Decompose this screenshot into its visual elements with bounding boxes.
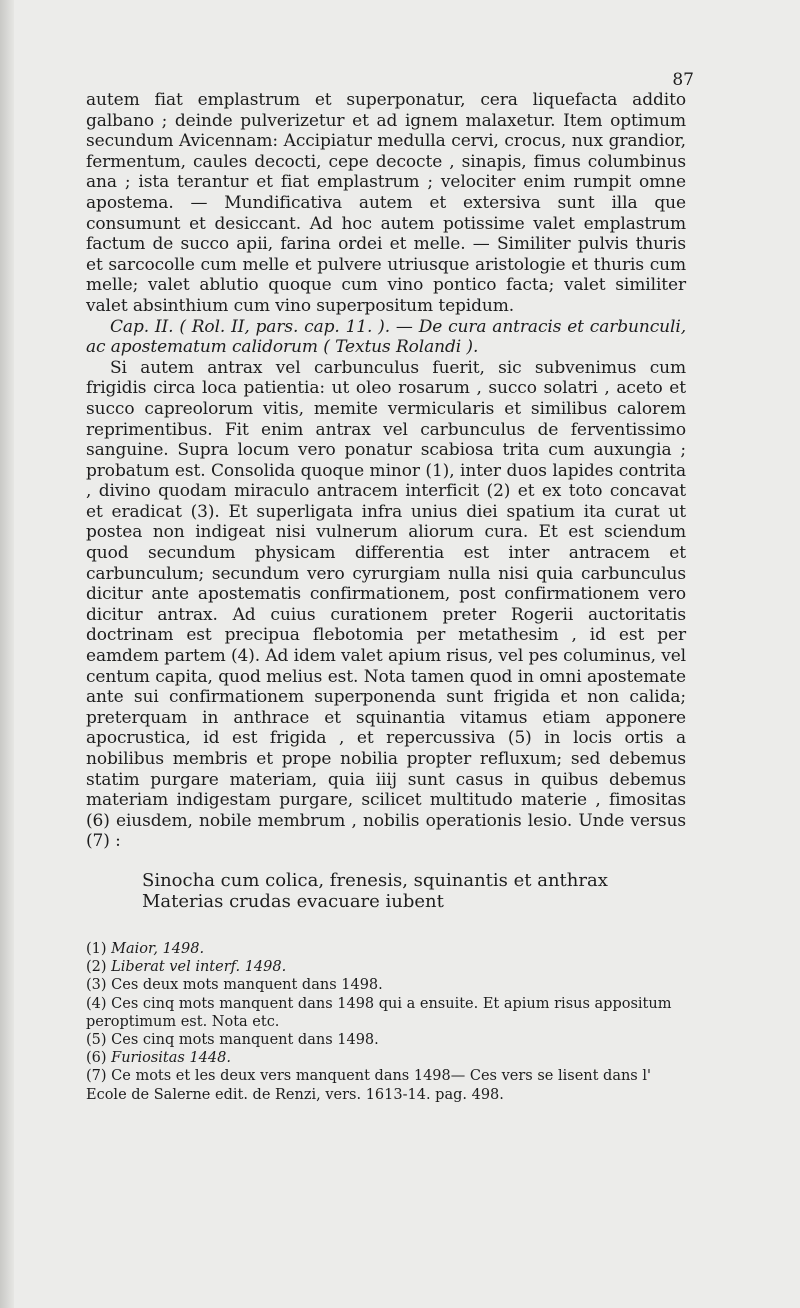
- footnote-number: (1): [86, 940, 107, 957]
- footnote-7: [86, 1067, 686, 1103]
- heading-dash: —: [390, 316, 419, 337]
- footnote-text: Maior, 1498.: [111, 940, 205, 957]
- footnote-4: [86, 995, 686, 1031]
- footnote-number: (5): [86, 1031, 107, 1048]
- footnote-number: (7): [86, 1068, 107, 1085]
- page-number: 87: [672, 70, 694, 90]
- footnote-text: Ces deux mots manquent dans 1498.: [111, 977, 383, 994]
- verse-line-2: Materias crudas evacuare iubent: [142, 890, 444, 912]
- footnote-text: Ces cinq mots manquent dans 1498.: [111, 1031, 379, 1048]
- footnote-number: (3): [86, 977, 107, 994]
- verse-line-1: Sinocha cum colica, frenesis, squinantis et anthrax: [142, 869, 608, 891]
- footnote-text: Liberat vel interf. 1498.: [111, 959, 287, 976]
- footnote-number: (4): [86, 995, 107, 1012]
- chapter-title: De cura antracis et carbunculi, ac apostematum calidorum: [86, 316, 687, 358]
- footnote-1: [86, 940, 686, 958]
- chapter-heading: [86, 317, 686, 358]
- book-page: [86, 70, 694, 1104]
- footnote-text: Furiositas 1448.: [111, 1050, 231, 1067]
- footnote-number: (2): [86, 959, 107, 976]
- paragraph-1: autem fiat emplastrum et superponatur, cera liquefacta addito galbano ; deinde pulverizetur et ad ignem malaxetur. Item optimum secundum Avicennam: Accipiatur medulla cervi, crocus, nux grandior, fermentum, caules decocti, cepe decocte , sinapis, fimus columbinus ana ; ista terantur et fiat emplastrum ; velociter enim rumpit omne apostema. — Mundificativa autem et extersiva sunt illa que consumunt et desiccant. Ad hoc autem potissime valet emplastrum factum de succo apii, farina ordei et melle. — Similiter pulvis thuris et sarcocolle cum melle et pulvere utriusque aristologie et thuris cum melle; valet ablutio quoque cum vino pontico facta; valet similiter valet absinthium cum vino superpositum tepidum.: [86, 90, 686, 316]
- paragraph-2: Si autem antrax vel carbunculus fuerit, sic subvenimus cum frigidis circa loca patientia: ut oleo rosarum , succo solatri , aceto et succo capreolorum vitis, memite vermicularis et similibus calorem reprimentibus. Fit enim antrax vel carbunculus de ferventissimo sanguine. Supra locum vero ponatur scabiosa trita cum auxungia ; probatum est. Consolida quoque minor (1), inter duos lapides contrita , divino quodam miraculo antracem interficit (2) et ex toto concavat et eradicat (3). Et superligata infra unius diei spatium ita curat ut postea non indigeat nisi vulnerum aliorum cura. Et est sciendum quod secundum physicam differentia est inter antracem et carbunculum; secundum vero cyrurgiam nulla nisi quia carbunculus dicitur ante apostematis confirmationem, post confirmationem vero dicitur antrax. Ad cuius curationem preter Rogerii auctoritatis doctrinam est precipua flebotomia per metathesim , id est per eamdem partem (4). Ad idem valet apium risus, vel pes columinus, vel centum capita, quod melius est. Nota tamen quod in omni apostemate ante sui confirmationem superponenda sunt frigida et non calida; preterquam in anthrace et squinantia vitamus etiam apponere apocrustica, id est frigida , et repercussiva (5) in locis ortis a nobilibus membris et prope nobilia propter refluxum; sed debemus statim purgare materiam, quia iiij sunt casus in quibus debemus materiam indigestam purgare, scilicet multitudo materie , fimositas (6) eiusdem, nobile membrum , nobilis operationis lesio. Unde versus (7) :: [86, 357, 686, 852]
- footnote-text: Ces cinq mots manquent dans 1498 qui a ensuite. Et apium risus appositum peroptimum est. Nota etc.: [86, 995, 672, 1030]
- footnote-6: [86, 1049, 686, 1067]
- verse-block: [142, 870, 686, 912]
- body-text: [86, 90, 686, 852]
- footnotes: [86, 940, 686, 1104]
- footnote-number: (6): [86, 1050, 107, 1067]
- footnote-text: Ce mots et les deux vers manquent dans 1498— Ces vers se lisent dans l' Ecole de Salerne edit. de Renzi, vers. 1613-14. pag. 498.: [86, 1068, 651, 1103]
- chapter-ref: Cap. II. ( Rol. II, pars. cap. 11. ).: [110, 316, 391, 337]
- page-edge: [0, 0, 14, 1308]
- chapter-textus: ( Textus Rolandi ).: [317, 337, 479, 358]
- footnote-2: [86, 958, 686, 976]
- footnote-3: [86, 976, 686, 994]
- footnote-5: [86, 1031, 686, 1049]
